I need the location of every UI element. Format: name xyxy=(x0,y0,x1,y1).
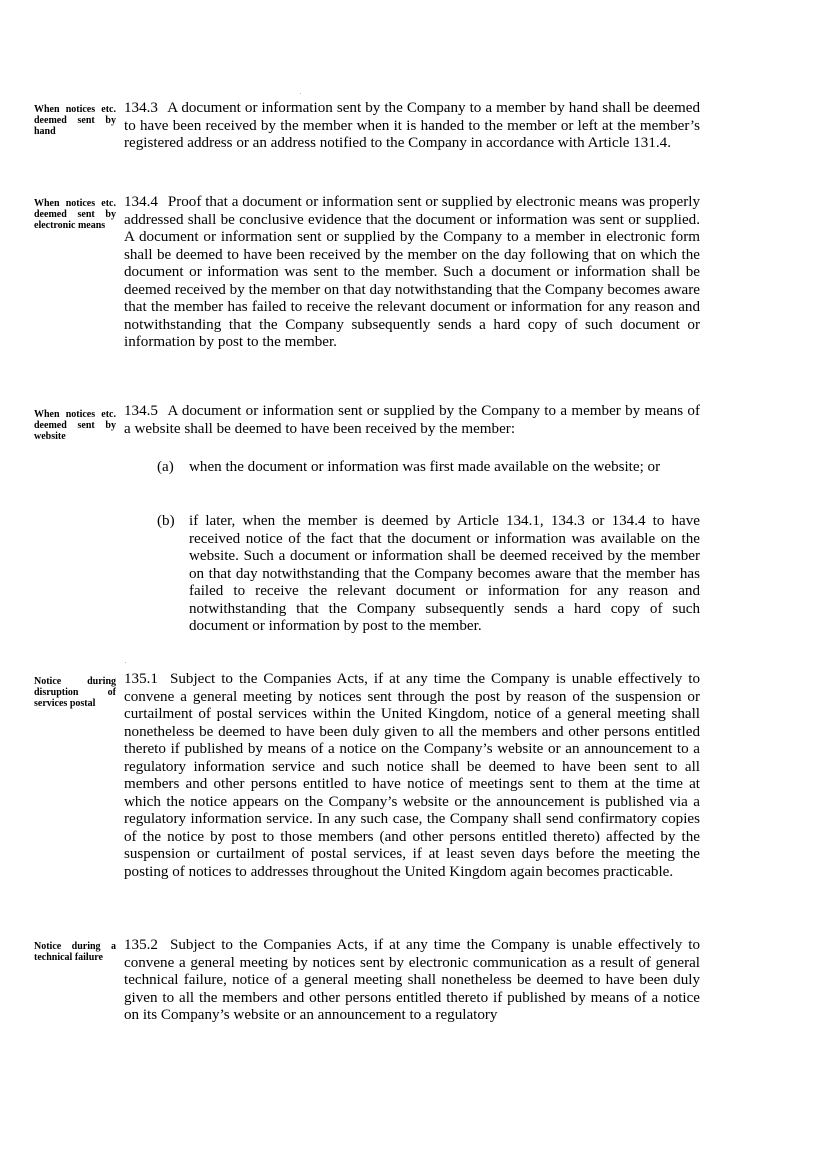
clause-text: A document or information sent by the Company to a member by hand shall be deemed to have been received by the member when it is handed to the member or left at the member’s registered address or an address notified to the Company in accordance with Article 131.4. xyxy=(124,100,700,151)
margin-note-135-1: Notice during disruption of services postal xyxy=(34,676,116,709)
clause-135-2 xyxy=(124,937,700,1025)
clause-number: 134.5 xyxy=(124,403,158,419)
clause-text: Subject to the Companies Acts, if at any time the Company is unable effectively to convene a general meeting by notices sent by electronic communication as a result of general technical failure, notice of a general meeting shall nonetheless be deemed to have been duly given to all the members and other persons entitled thereto if published by means of a notice on its Company’s website or an announcement to a regulatory xyxy=(124,937,700,1023)
margin-note-134-4: When notices etc. deemed sent by electronic means xyxy=(34,198,116,231)
subitem-label: (a) xyxy=(157,459,174,475)
clause-135-1 xyxy=(124,671,700,881)
clause-134-3 xyxy=(124,100,700,153)
clause-text: A document or information sent or supplied by the Company to a member by means of a website shall be deemed to have been received by the member: xyxy=(124,403,700,437)
clause-number: 134.4 xyxy=(124,194,158,210)
stray-mark xyxy=(125,662,126,663)
margin-note-135-2: Notice during a technical failure xyxy=(34,941,116,963)
clause-134-4 xyxy=(124,194,700,352)
clause-number: 134.3 xyxy=(124,100,158,116)
subitem-a xyxy=(157,459,700,477)
clause-number: 135.2 xyxy=(124,937,158,953)
clause-text: Proof that a document or information sent or supplied by electronic means was properly addressed shall be conclusive evidence that the document or information was sent or supplied. A document or information sent or supplied by the Company to a member in electronic form shall be deemed to have been received by the member on the day following that on which the document or information was sent to the member. Such a document or information shall be deemed received by the member on that day notwithstanding that the Company becomes aware that the member has failed to receive the relevant document or information for any reason and notwithstanding that the Company subsequently sends a hard copy of such document or information by post to the member. xyxy=(124,194,700,350)
margin-note-134-3: When notices etc. deemed sent by hand xyxy=(34,104,116,137)
clause-134-5 xyxy=(124,403,700,438)
subitem-b xyxy=(157,513,700,636)
subitem-text: when the document or information was first made available on the website; or xyxy=(189,459,661,475)
clause-number: 135.1 xyxy=(124,671,158,687)
subitem-text: if later, when the member is deemed by Article 134.1, 134.3 or 134.4 to have received notice of the fact that the document or information was available on the website. Such a document or information shall be deemed received by the member on that day notwithstanding that the Company becomes aware that the member has failed to receive the relevant document or information for any reason and notwithstanding that the Company subsequently sends a hard copy of such document or information by post to the member. xyxy=(189,513,700,634)
margin-note-134-5: When notices etc. deemed sent by website xyxy=(34,409,116,442)
subitem-label: (b) xyxy=(157,513,175,529)
clause-text: Subject to the Companies Acts, if at any time the Company is unable effectively to convene a general meeting by notices sent through the post by reason of the suspension or curtailment of postal services within the United Kingdom, notice of a general meeting shall nonetheless be deemed to have been duly given to all the members and other persons entitled thereto if published by means of a notice on the Company’s website or an announcement to a regulatory information service and such notice shall be deemed to have been sent to all members and other persons entitled to have notice of meetings sent to them at the time at which the notice appears on the Company’s website or the announcement is published via a regulatory information service. In any such case, the Company shall send confirmatory copies of the notice by post to those members (and other persons entitled thereto) affected by the suspension or curtailment of postal services, if at least seven days before the meeting the posting of notices to addresses throughout the United Kingdom again becomes practicable. xyxy=(124,671,700,880)
stray-mark xyxy=(300,93,301,94)
